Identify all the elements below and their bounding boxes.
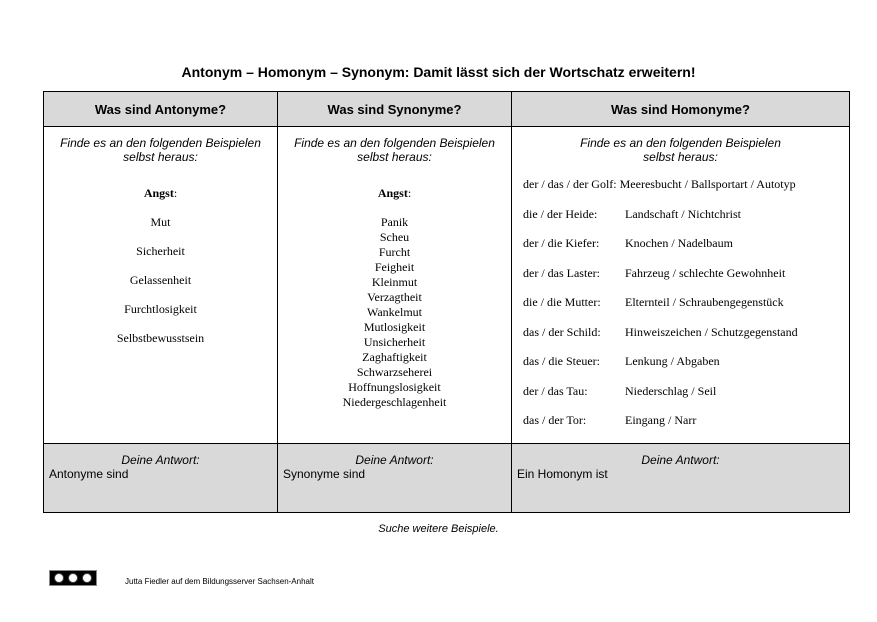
synonym-word: Zaghaftigkeit [362,350,427,364]
headword-colon: : [173,186,178,200]
page-title: Antonym – Homonym – Synonym: Damit lässt sich der Wortschatz erweitern! [181,64,696,80]
synonyms-cell [278,127,512,444]
homonym-row [523,325,849,355]
antonyms-answer-text: Antonyme sind [49,466,129,481]
instruction-line: Finde es an den folgenden Beispielen [294,136,495,150]
cc-circle-icon [54,573,64,583]
header-synonyms: Was sind Synonyme? [278,92,512,127]
homonym-term: der / die Kiefer: [523,236,600,250]
author-credit: Jutta Fiedler auf dem Bildungsserver Sachsen-Anhalt [125,577,314,586]
instruction-line: Finde es an den folgenden Beispielen [60,136,261,150]
synonym-word: Hoffnungslosigkeit [348,380,441,394]
synonym-word: Unsicherheit [363,335,426,349]
synonym-word: Verzagtheit [367,290,422,304]
headword-colon: : [407,186,412,200]
homonym-row [523,207,849,237]
homonym-term: das / der Schild: [523,324,601,339]
homonym-meaning: Niederschlag / Seil [625,383,717,398]
homonym-meaning: Landschaft / Nichtchrist [625,206,741,221]
synonyms-answer-text: Synonyme sind [283,466,366,481]
vocabulary-table [43,91,850,513]
homonym-row [523,354,849,384]
synonym-word: Kleinmut [371,275,418,289]
homonym-meaning: Meeresbucht / Ballsportart / Autotyp [619,177,796,191]
synonym-word: Wankelmut [366,305,423,319]
homonym-term: der / das Laster: [523,265,600,280]
homonym-row [523,236,849,266]
cc-nc-icon [82,573,92,583]
answer-label: Deine Antwort: [121,452,200,467]
homonyms-instruction [512,136,849,164]
homonym-term: der / das Tau: [523,383,588,398]
synonym-word: Panik [380,215,409,229]
antonym-word: Sicherheit [136,244,185,258]
homonym-meaning: Eingang / Narr [625,413,697,427]
header-row [44,92,850,127]
antonyms-list [44,215,277,346]
antonyms-instruction [44,136,277,164]
answer-label: Deine Antwort: [641,452,720,467]
homonym-row [523,177,849,207]
antonyms-headword [44,186,277,201]
synonym-word: Niedergeschlagenheit [342,395,447,409]
examples-row [44,127,850,444]
synonyms-instruction [278,136,511,164]
homonym-term: die / die Mutter: [523,295,601,309]
homonyms-cell [512,127,850,444]
homonym-term: das / die Steuer: [523,354,600,368]
cc-by-icon [68,573,78,583]
homonym-meaning: Fahrzeug / schlechte Gewohnheit [625,265,786,280]
instruction-line: selbst heraus: [357,150,432,164]
synonym-word: Schwarzseherei [356,365,433,379]
synonyms-list [278,215,511,410]
creative-commons-by-nc-sa-icon[interactable] [49,570,97,586]
homonym-row [523,384,849,414]
homonym-row [523,295,849,325]
homonym-term: der / das / der Golf: [523,177,617,191]
homonym-meaning: Lenkung / Abgaben [625,354,720,368]
antonym-word: Gelassenheit [129,273,192,287]
homonym-term: die / der Heide: [523,206,598,221]
synonym-word: Mutlosigkeit [363,320,426,334]
homonym-meaning: Knochen / Nadelbaum [625,236,733,250]
antonym-word: Selbstbewusstsein [116,331,205,345]
antonyms-cell [44,127,278,444]
instruction-line: Finde es an den folgenden Beispielen [580,136,781,150]
synonyms-answer-field[interactable] [278,443,512,512]
headword: Angst [143,186,174,200]
homonym-meaning: Hinweiszeichen / Schutzgegenstand [625,324,798,339]
synonym-word: Furcht [378,245,411,259]
antonym-word: Furchtlosigkeit [124,302,197,316]
homonyms-answer-text: Ein Homonym ist [517,466,608,481]
footer-hint: Suche weitere Beispiele. [378,523,499,535]
synonyms-headword [278,186,511,201]
homonym-row [523,413,849,443]
homonym-meaning: Elternteil / Schraubengegenstück [625,295,784,309]
instruction-line: selbst heraus: [123,150,198,164]
answer-label: Deine Antwort: [355,452,434,467]
antonym-word: Mut [150,215,171,229]
synonym-word: Scheu [379,230,410,244]
answer-row [44,443,850,512]
homonym-term: das / der Tor: [523,413,587,427]
synonym-word: Feigheit [374,260,415,274]
homonym-row [523,266,849,296]
headword: Angst [377,186,408,200]
antonyms-answer-field[interactable] [44,443,278,512]
instruction-line: selbst heraus: [643,150,718,164]
homonyms-answer-field[interactable] [512,443,850,512]
header-antonyms: Was sind Antonyme? [44,92,278,127]
header-homonyms: Was sind Homonyme? [512,92,850,127]
homonyms-list [512,177,849,443]
